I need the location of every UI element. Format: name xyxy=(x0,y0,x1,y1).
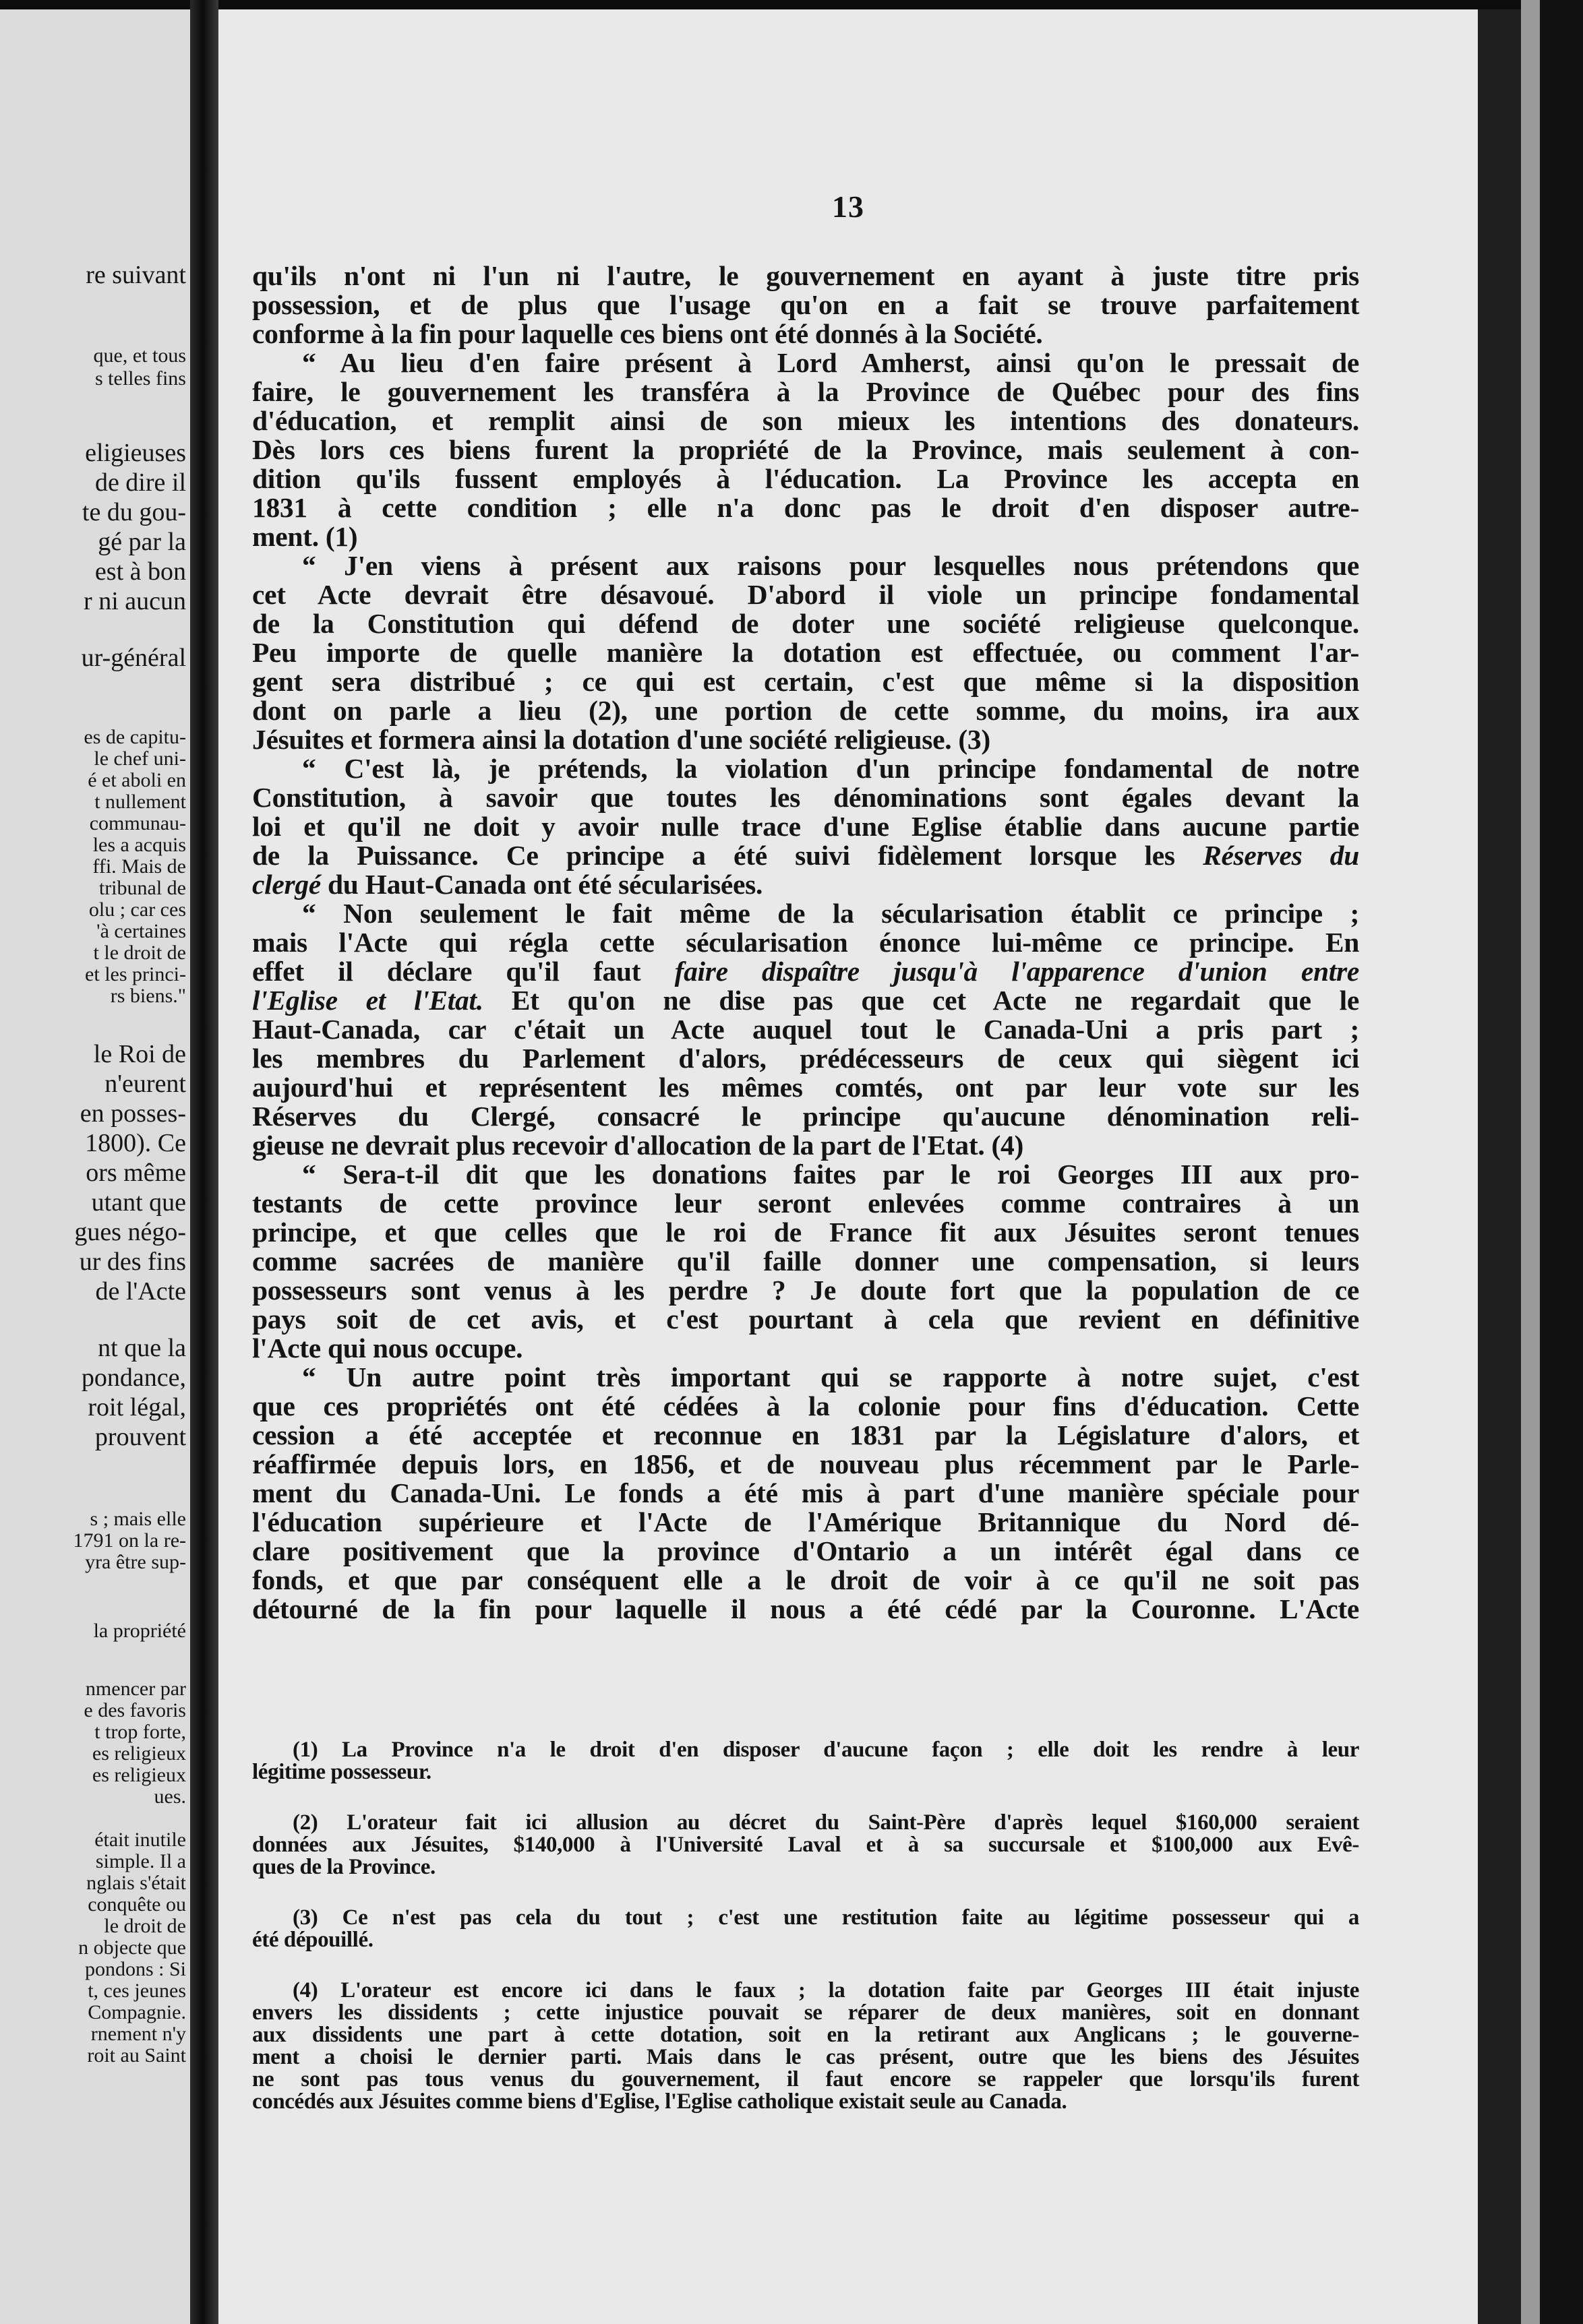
left-page-line: de dire il xyxy=(94,468,186,497)
left-page-line: était inutile xyxy=(94,1829,186,1851)
left-page-line: t nullement xyxy=(94,791,186,813)
body-line: dont on parle a lieu (2), une portion de cette somme, du moins, ira aux xyxy=(252,695,1359,726)
footnote-line: envers les dissidents ; cette injustice pouvait se réparer de deux manières, soit en donnant xyxy=(252,2000,1359,2025)
body-line: de la Constitution qui défend de doter une société religieuse quelconque. xyxy=(252,608,1359,639)
left-page-line: et les princi- xyxy=(85,963,186,985)
left-page-line: pondons : Si xyxy=(84,1958,186,1980)
body-line: Peu importe de quelle manière la dotation est effectuée, ou comment l'ar- xyxy=(252,637,1359,668)
left-page-line: ors même xyxy=(86,1159,186,1187)
body-line: Jésuites et formera ainsi la dotation d'une société religieuse. (3) xyxy=(252,724,990,755)
footnote-line: (4) L'orateur est encore ici dans le faux ; la dotation faite par Georges III était injuste xyxy=(293,1978,1359,2002)
left-page-line: le droit de xyxy=(104,1915,186,1937)
body-line: réaffirmée depuis lors, en 1856, et de nouveau plus récemment par le Parle- xyxy=(252,1448,1359,1479)
footnotes xyxy=(252,1739,1359,2141)
body-line: gieuse ne devrait plus recevoir d'allocation de la part de l'Etat. (4) xyxy=(252,1130,1023,1161)
left-page-line: t le droit de xyxy=(93,942,186,964)
left-page-line: ur-général xyxy=(81,644,186,672)
left-page-line: roit au Saint xyxy=(87,2044,186,2067)
body-line: que ces propriétés ont été cédées à la colonie pour fins d'éducation. Cette xyxy=(252,1390,1359,1421)
body-line: cession a été acceptée et reconnue en 1831 par la Législature d'alors, et xyxy=(252,1419,1359,1450)
body-line: possesseurs sont venus à les perdre ? Je doute fort que la population de ce xyxy=(252,1275,1359,1306)
body-line: gent sera distribué ; ce qui est certain, c'est que même si la disposition xyxy=(252,666,1359,697)
left-page-line: eligieuses xyxy=(85,439,186,467)
body-line: aujourd'hui et représentent les mêmes comtés, ont par leur vote sur les xyxy=(252,1072,1359,1103)
left-page-line: es religieux xyxy=(92,1742,186,1765)
body-line: l'Eglise et l'Etat. Et qu'on ne dise pas que cet Acte ne regardait que le xyxy=(252,985,1360,1016)
body-line: “ Sera-t-il dit que les donations faites par le roi Georges III aux pro- xyxy=(302,1159,1359,1190)
book-gutter xyxy=(190,0,218,2324)
footnote-line: aux dissidents une part à cette dotation, soit en la retirant aux Anglicans ; le gouverne- xyxy=(252,2023,1359,2047)
left-page-line: Compagnie. xyxy=(88,2001,186,2023)
left-page-line: te du gou- xyxy=(82,498,186,526)
left-page-line: n'eurent xyxy=(104,1070,186,1098)
left-page-line: le chef uni- xyxy=(94,747,186,770)
left-page-line: 'à certaines xyxy=(96,920,186,942)
left-page-line: tribunal de xyxy=(98,877,186,899)
left-page-line: rs biens." xyxy=(110,985,186,1007)
body-line: testants de cette province leur seront enlevées comme contraires à un xyxy=(252,1188,1359,1219)
body-line: Haut-Canada, car c'était un Acte auquel tout le Canada-Uni a pris part ; xyxy=(252,1014,1359,1045)
footnote-line: légitime possesseur. xyxy=(252,1760,431,1784)
body-line: “ J'en viens à présent aux raisons pour lesquelles nous prétendons que xyxy=(302,550,1359,581)
body-line: cet Acte devrait être désavoué. D'abord il viole un principe fondamental xyxy=(252,579,1359,610)
body-line: mais l'Acte qui régla cette sécularisation énonce lui-même ce principe. En xyxy=(252,927,1359,958)
left-page-line: la propriété xyxy=(93,1620,186,1642)
footnote-line: ment a choisi le dernier parti. Mais dans le cas présent, outre que les biens des Jésuites xyxy=(252,2045,1359,2069)
left-page-line: t trop forte, xyxy=(94,1721,186,1743)
left-page-line: simple. Il a xyxy=(95,1850,186,1872)
body-line: clare positivement que la province d'Ontario a un intérêt égal dans ce xyxy=(252,1535,1359,1566)
page-number: 13 xyxy=(832,189,864,224)
footnote-line: ques de la Province. xyxy=(252,1855,436,1879)
left-page-line: re suivant xyxy=(86,261,186,289)
body-line: ment. (1) xyxy=(252,521,358,552)
body-line: pays soit de cet avis, et c'est pourtant à cela que revient en définitive xyxy=(252,1304,1359,1335)
body-line: comme sacrées de manière qu'il faille donner une compensation, si leurs xyxy=(252,1246,1359,1277)
body-line: 1831 à cette condition ; elle n'a donc pas le droit d'en disposer autre- xyxy=(252,492,1359,523)
left-page-line: olu ; car ces xyxy=(88,898,186,921)
page-edge-strip xyxy=(1521,0,1540,2324)
body-line: “ Au lieu d'en faire présent à Lord Amherst, ainsi qu'on le pressait de xyxy=(302,347,1359,378)
body-line: loi et qu'il ne doit y avoir nulle trace d'une Eglise établie dans aucune partie xyxy=(252,811,1359,842)
left-page-line: que, et tous xyxy=(93,344,186,367)
body-line: clergé du Haut-Canada ont été sécularisées. xyxy=(252,869,763,900)
footnote-line: données aux Jésuites, $140,000 à l'Université Laval et à sa succursale et $100,000 aux Evê- xyxy=(252,1833,1359,1857)
left-page-line: nt que la xyxy=(98,1334,186,1362)
main-text xyxy=(252,262,1359,1624)
left-page-line: en posses- xyxy=(80,1099,186,1128)
body-line: d'éducation, et remplit ainsi de son mieux les intentions des donateurs. xyxy=(252,405,1359,436)
body-line: “ C'est là, je prétends, la violation d'un principe fondamental de notre xyxy=(302,753,1359,784)
document-page xyxy=(218,9,1478,2324)
body-line: de la Puissance. Ce principe a été suivi fidèlement lorsque les Réserves du xyxy=(252,840,1359,871)
left-page-line: 1791 on la re- xyxy=(73,1529,186,1552)
adjacent-page-left xyxy=(0,9,190,2324)
body-line: Dès lors ces biens furent la propriété de la Province, mais seulement à con- xyxy=(252,434,1359,465)
footnote-line: ne sont pas tous venus du gouvernement, il faut encore se rappeler que lorsqu'ils furent xyxy=(252,2067,1359,2091)
left-page-line: 1800). Ce xyxy=(85,1129,186,1157)
left-page-line: les a acquis xyxy=(92,834,186,856)
left-page-line: é et aboli en xyxy=(88,769,186,791)
left-page-line: s telles fins xyxy=(95,367,186,390)
footnote-line: (1) La Province n'a le droit d'en disposer d'aucune façon ; elle doit les rendre à leur xyxy=(293,1738,1359,1762)
body-line: qu'ils n'ont ni l'un ni l'autre, le gouvernement en ayant à juste titre pris xyxy=(252,260,1359,291)
body-line: possession, et de plus que l'usage qu'on en a fait se trouve parfaitement xyxy=(252,289,1359,320)
footnote xyxy=(252,1739,1359,1783)
body-line: Réserves du Clergé, consacré le principe qu'aucune dénomination reli- xyxy=(252,1101,1359,1132)
left-page-line: gé par la xyxy=(98,528,186,556)
footnote xyxy=(252,1812,1359,1878)
left-page-line: rnement n'y xyxy=(90,2023,186,2045)
left-page-line: nmencer par xyxy=(85,1678,186,1700)
footnote-line: (2) L'orateur fait ici allusion au décret du Saint-Père d'après lequel $160,000 seraient xyxy=(293,1810,1359,1835)
body-line: “ Un autre point très important qui se rapporte à notre sujet, c'est xyxy=(302,1362,1359,1393)
left-page-line: le Roi de xyxy=(93,1040,186,1068)
left-page-line: communau- xyxy=(89,812,186,834)
left-page-line: yra être sup- xyxy=(85,1551,186,1573)
body-line: effet il déclare qu'il faut faire dispaître jusqu'à l'apparence d'union entre xyxy=(252,956,1359,987)
body-line: ment du Canada-Uni. Le fonds a été mis à part d'une manière spéciale pour xyxy=(252,1477,1359,1508)
body-line: fonds, et que par conséquent elle a le droit de voir à ce qu'il ne soit pas xyxy=(252,1564,1359,1595)
footnote xyxy=(252,1980,1359,2113)
left-page-line: e des favoris xyxy=(84,1699,186,1721)
left-page-line: roit légal, xyxy=(88,1393,186,1421)
body-line: dition qu'ils fussent employés à l'éducation. La Province les accepta en xyxy=(252,463,1359,494)
left-page-line: conquête ou xyxy=(88,1893,186,1916)
scan-frame-right xyxy=(1540,0,1583,2324)
footnote-line: (3) Ce n'est pas cela du tout ; c'est une restitution faite au légitime possesseur qui a xyxy=(293,1905,1359,1930)
body-line: “ Non seulement le fait même de la sécularisation établit ce principe ; xyxy=(302,898,1359,929)
left-page-line: nglais s'était xyxy=(86,1872,186,1894)
footnote-line: concédés aux Jésuites comme biens d'Eglise, l'Eglise catholique existait seule au Canada. xyxy=(252,2089,1067,2114)
left-page-line: prouvent xyxy=(94,1423,186,1451)
body-line: conforme à la fin pour laquelle ces biens ont été donnés à la Société. xyxy=(252,318,1043,349)
left-page-line: ur des fins xyxy=(79,1248,186,1276)
body-line: principe, et que celles que le roi de France fit aux Jésuites seront tenues xyxy=(252,1217,1359,1248)
left-page-line: ffi. Mais de xyxy=(92,855,186,878)
left-page-line: est à bon xyxy=(94,557,186,586)
body-line: Constitution, à savoir que toutes les dénominations sont égales devant la xyxy=(252,782,1359,813)
left-page-line: n objecte que xyxy=(78,1936,186,1959)
body-line: faire, le gouvernement les transféra à la Province de Québec pour des fins xyxy=(252,376,1359,407)
left-page-line: es de capitu- xyxy=(84,726,186,748)
left-page-line: t, ces jeunes xyxy=(88,1980,186,2002)
left-page-line: pondance, xyxy=(81,1364,186,1392)
footnote-line: été dépouillé. xyxy=(252,1928,374,1952)
left-page-line: ues. xyxy=(154,1785,186,1808)
left-page-line: gues négo- xyxy=(74,1218,186,1246)
body-line: les membres du Parlement d'alors, prédécesseurs de ceux qui siègent ici xyxy=(252,1043,1359,1074)
left-page-line: s ; mais elle xyxy=(90,1508,186,1530)
body-line: l'éducation supérieure et l'Acte de l'Amérique Britannique du Nord dé- xyxy=(252,1506,1359,1537)
body-line: détourné de la fin pour laquelle il nous a été cédé par la Couronne. L'Acte xyxy=(252,1593,1359,1624)
left-page-line: r ni aucun xyxy=(84,587,186,615)
left-page-line: utant que xyxy=(91,1188,186,1217)
left-page-line: es religieux xyxy=(92,1764,186,1786)
footnote xyxy=(252,1907,1359,1951)
left-page-line: de l'Acte xyxy=(95,1277,186,1306)
scan-frame-top xyxy=(0,0,1583,9)
body-line: l'Acte qui nous occupe. xyxy=(252,1333,523,1364)
